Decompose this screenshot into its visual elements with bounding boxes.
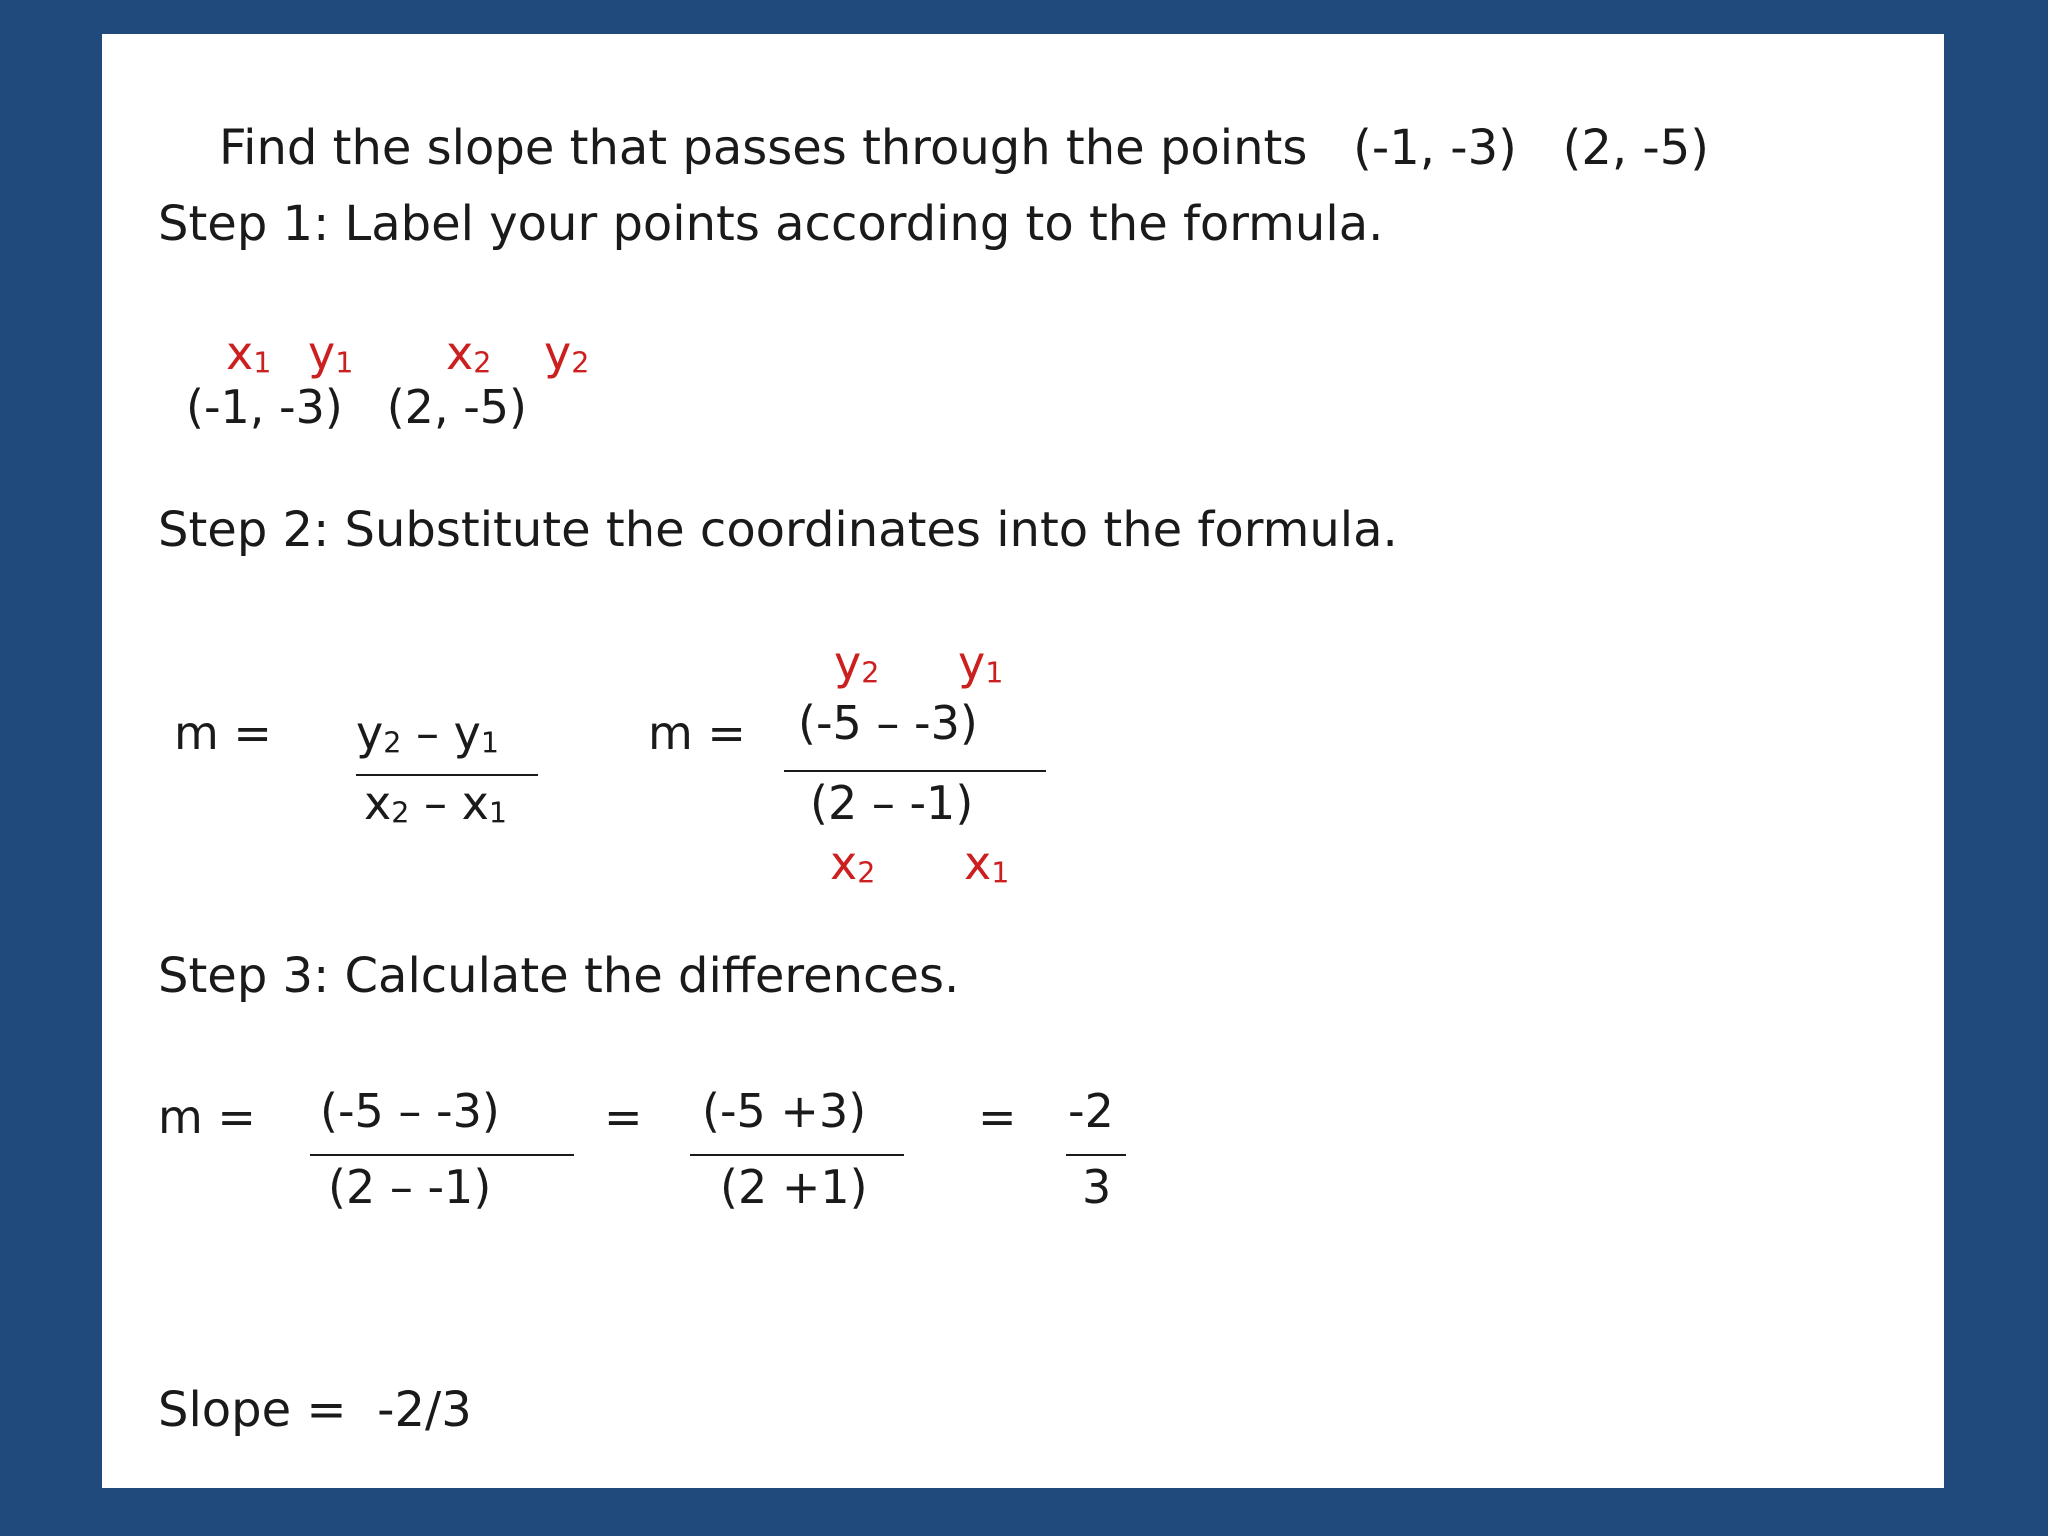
formula-denominator: x2 – x1 [364, 776, 508, 830]
step3-equals-2: = [978, 1090, 1017, 1144]
step3-frac2-bar [690, 1154, 904, 1156]
problem-point-2: (2, -5) [1562, 120, 1709, 176]
step3-equals-1: = [604, 1090, 643, 1144]
step1-points: (-1, -3) (2, -5) [186, 380, 528, 434]
step3-frac1-numerator: (-5 – -3) [320, 1084, 500, 1138]
step3-frac2-denominator: (2 +1) [720, 1160, 868, 1214]
step2-heading: Step 2: Substitute the coordinates into the formula. [158, 502, 1398, 558]
substituted-m-label: m = [648, 706, 746, 760]
slide [102, 34, 1944, 1488]
step3-frac3-numerator: -2 [1068, 1084, 1114, 1138]
label-y2: y2 [544, 326, 590, 380]
label-x1: x1 [226, 326, 272, 380]
sub-label-y2: y2 [834, 636, 880, 690]
step3-frac1-denominator: (2 – -1) [328, 1160, 492, 1214]
slope-answer: Slope = -2/3 [158, 1382, 472, 1438]
step3-frac2-numerator: (-5 +3) [702, 1084, 867, 1138]
sub-label-y1: y1 [958, 636, 1004, 690]
problem-point-1: (-1, -3) [1353, 120, 1517, 176]
formula-numerator: y2 – y1 [356, 706, 500, 760]
substituted-numerator: (-5 – -3) [798, 696, 978, 750]
step3-frac3-denominator: 3 [1082, 1160, 1112, 1214]
formula-m-label: m = [174, 706, 272, 760]
sub-label-x1: x1 [964, 836, 1010, 890]
step3-heading: Step 3: Calculate the differences. [158, 948, 960, 1004]
step3-frac1-bar [310, 1154, 574, 1156]
label-x2: x2 [446, 326, 492, 380]
sub-label-x2: x2 [830, 836, 876, 890]
substituted-denominator: (2 – -1) [810, 776, 974, 830]
step3-frac3-bar [1066, 1154, 1126, 1156]
step1-heading: Step 1: Label your points according to the formula. [158, 196, 1384, 252]
step3-m-label: m = [158, 1090, 256, 1144]
substituted-fraction-bar [784, 770, 1046, 772]
problem-text: Find the slope that passes through the points [219, 120, 1308, 176]
label-y1: y1 [308, 326, 354, 380]
